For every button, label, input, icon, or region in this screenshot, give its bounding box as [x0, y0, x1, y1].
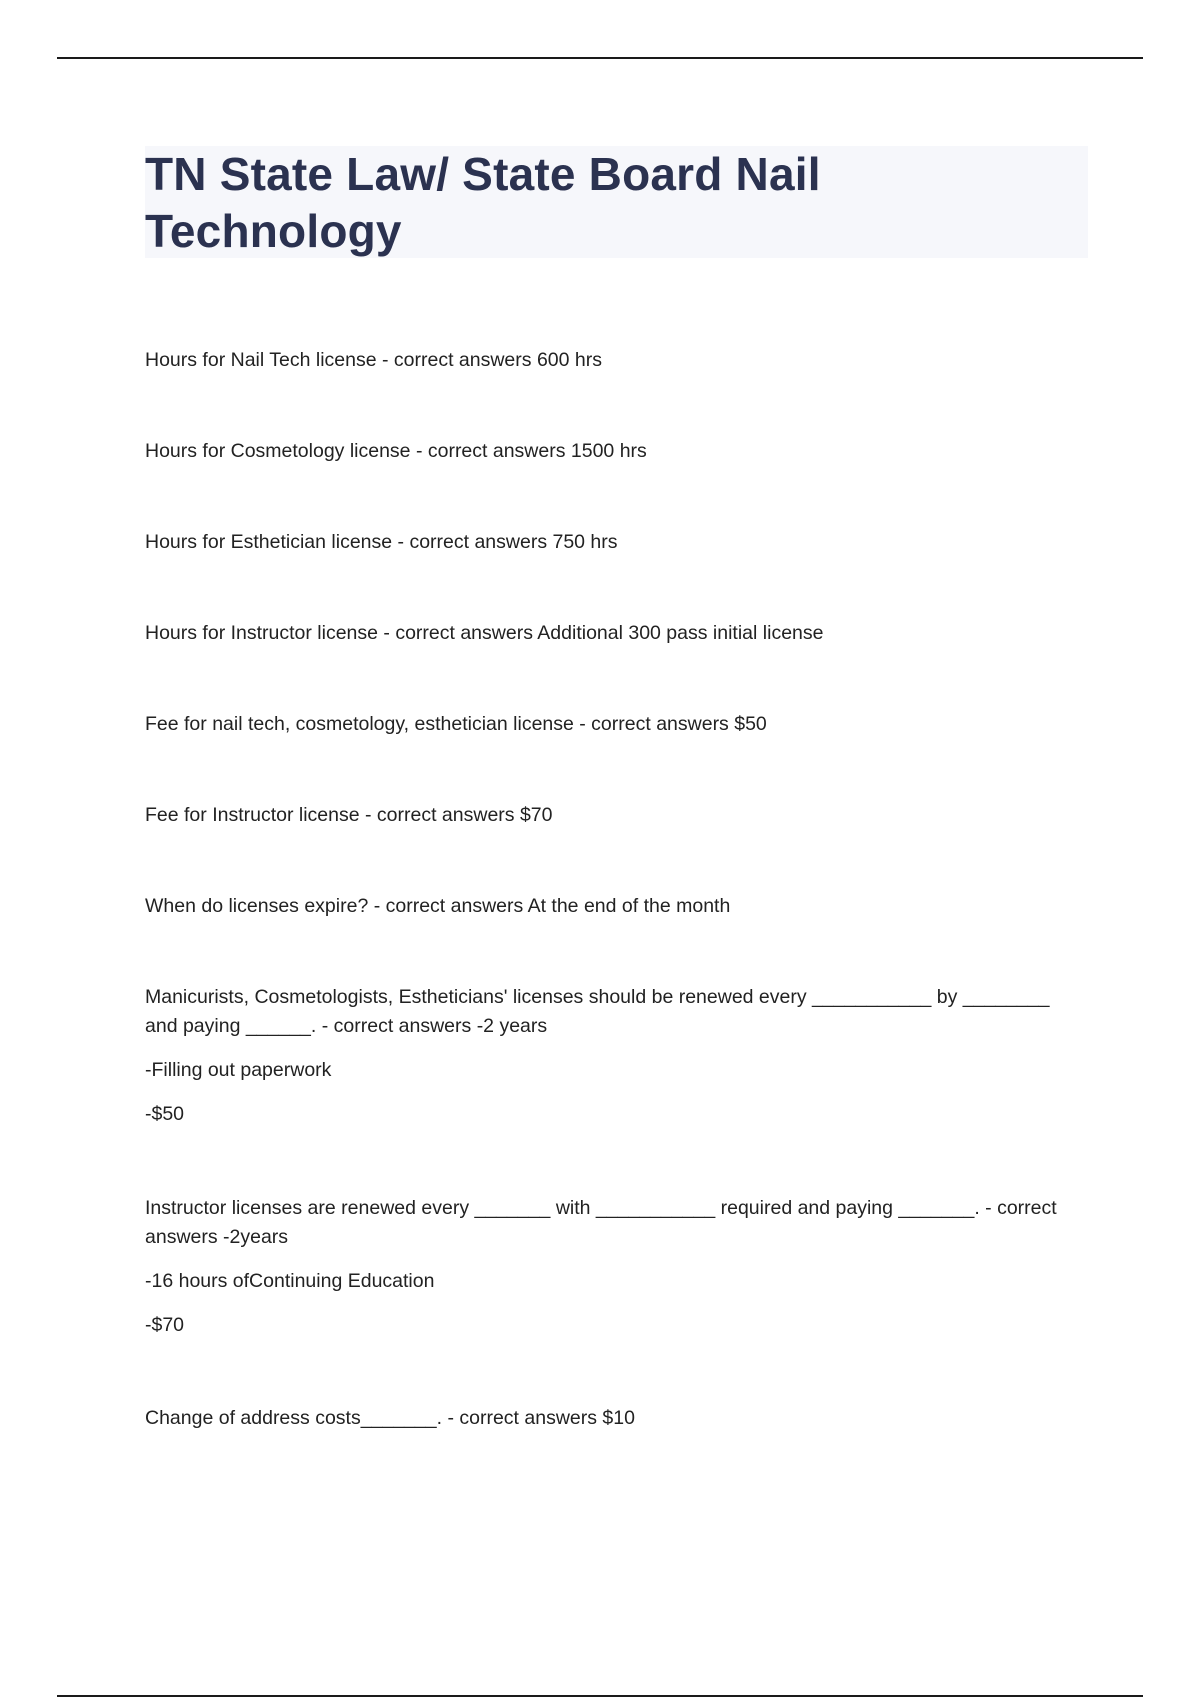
- qa-item: [145, 1194, 1065, 1340]
- qa-item: [145, 801, 1065, 830]
- qa-answer-line: -16 hours ofContinuing Education: [145, 1270, 435, 1292]
- document-title: TN State Law/ State Board Nail Technology: [145, 148, 821, 257]
- qa-answer-line: -$50: [145, 1103, 185, 1125]
- top-rule: [57, 57, 1143, 59]
- qa-text: Manicurists, Cosmetologists, Estheticians' licenses should be renewed every ___________ by ________ and paying ______. - correct answers -2 years: [145, 986, 1050, 1037]
- qa-item: [145, 619, 1065, 648]
- qa-item: [145, 983, 1065, 1129]
- title-block: [145, 146, 1088, 258]
- qa-item: [145, 710, 1065, 739]
- qa-text: Fee for Instructor license - correct answers $70: [145, 804, 553, 826]
- qa-text: Hours for Nail Tech license - correct answers 600 hrs: [145, 349, 602, 371]
- qa-item: [145, 892, 1065, 921]
- qa-text: Fee for nail tech, cosmetology, esthetician license - correct answers $50: [145, 713, 767, 735]
- qa-text: Hours for Esthetician license - correct answers 750 hrs: [145, 531, 618, 553]
- bottom-rule: [57, 1695, 1143, 1697]
- qa-answer-line: -Filling out paperwork: [145, 1059, 332, 1081]
- qa-item: [145, 346, 1065, 375]
- qa-text: When do licenses expire? - correct answers At the end of the month: [145, 895, 731, 917]
- qa-item: [145, 437, 1065, 466]
- qa-answer-line: -$70: [145, 1314, 185, 1336]
- qa-text: Change of address costs_______. - correct answers $10: [145, 1407, 635, 1429]
- qa-text: Instructor licenses are renewed every _______ with ___________ required and paying _______. - correct answers -2years: [145, 1197, 1057, 1248]
- qa-text: Hours for Instructor license - correct answers Additional 300 pass initial license: [145, 622, 824, 644]
- qa-item: [145, 1404, 1065, 1433]
- qa-text: Hours for Cosmetology license - correct answers 1500 hrs: [145, 440, 647, 462]
- qa-item: [145, 528, 1065, 557]
